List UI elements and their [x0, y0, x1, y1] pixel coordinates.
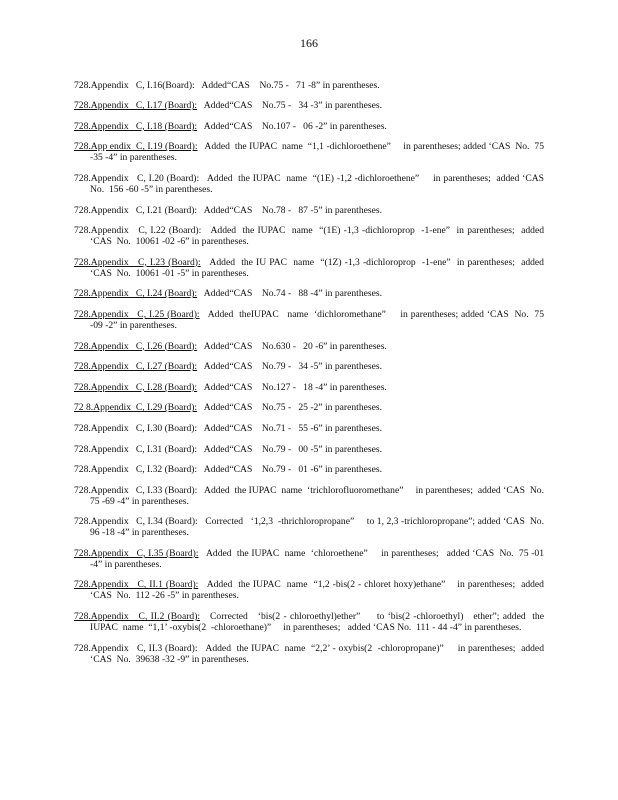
entry-reference: 728.Appendix C, I.16(Board):: [74, 79, 195, 91]
entry-description: Added theIUPAC name ‘dichloromethane” in parentheses; added ‘CAS No. 75 -09 -2” in parentheses.: [90, 308, 547, 331]
entry-reference: 728.App endix C, I.19 (Board):: [74, 141, 198, 153]
entry-reference: 728.Appendix C, I.32 (Board):: [74, 464, 198, 476]
entry-reference: 728.Appendix C, I.17 (Board):: [74, 100, 198, 112]
entry-reference: 728.Appendix C, I.35 (Board):: [74, 547, 199, 559]
change-entry: [74, 80, 544, 91]
change-entry: [74, 423, 544, 434]
entry-description: Added the IUPAC name “1,1 -dichloroethene” in parentheses; added ‘CAS No. 75 -35 -4” in parentheses.: [90, 141, 547, 164]
change-entry: [74, 579, 547, 602]
entry-reference: 728.Appendix C, I.24 (Board):: [74, 288, 198, 300]
change-entry: [74, 341, 544, 352]
entry-reference: 72 8.Appendix C, I.29 (Board):: [74, 402, 198, 414]
entry-reference: 728.Appendix C, I.33 (Board):: [74, 484, 198, 496]
change-entry: [74, 402, 544, 413]
entry-description: Added“CAS No.75 - 34 -3” in parentheses.: [197, 100, 383, 112]
entry-reference: 728.Appendix C, I.25 (Board):: [74, 308, 200, 320]
change-entry: [74, 444, 544, 455]
entry-description: Added“CAS No.79 - 34 -5” in parentheses.: [197, 361, 383, 373]
change-entry: [74, 141, 547, 164]
change-entry: [74, 256, 547, 279]
entry-reference: 728.Appendix C, I.18 (Board):: [74, 120, 198, 132]
entry-description: Added the IUPAC name “2,2’ - oxybis(2 -chloropropane)” in parentheses; added ‘CAS No. 39638 -32 -9” in parentheses.: [90, 642, 547, 665]
entry-description: Added the IUPAC name ‘trichlorofluoromethane” in parentheses; added ‘CAS No. 75 -69 -4” in parentheses.: [90, 484, 549, 507]
page-number: 166: [300, 36, 318, 50]
change-entry: [74, 642, 547, 665]
change-entry: [74, 100, 544, 111]
entry-description: Added the IUPAC name ‘chloroethene” in parentheses; added ‘CAS No. 75 -01 -4” in parentheses.: [90, 547, 547, 570]
entry-description: Added“CAS No.127 - 18 -4” in parentheses.: [197, 381, 387, 393]
change-entry: [74, 205, 544, 216]
entry-reference: 728.Appendix C, II.2 (Board):: [74, 611, 201, 623]
change-entry: [74, 288, 544, 299]
change-entry: [74, 225, 547, 248]
change-entry: [74, 464, 544, 475]
entry-description: Added“CAS No.71 - 55 -6” in parentheses.: [197, 422, 383, 434]
changes-list: [74, 70, 549, 674]
entry-description: Corrected ‘1,2,3 -thrichloropropane” to 1, 2,3 -trichloropropane”; added ‘CAS No. 96 -18 -4” in parentheses.: [90, 516, 549, 539]
entry-reference: 728.Appendix C, I.22 (Board):: [74, 225, 202, 237]
entry-description: Added“CAS No.107 - 06 -2” in parentheses.: [197, 120, 387, 132]
change-entry: [74, 172, 549, 195]
change-entry: [74, 547, 547, 570]
entry-reference: 728.Appendix C, I.27 (Board):: [74, 361, 198, 373]
change-entry: [74, 484, 549, 507]
entry-reference: 728.Appendix C, I.30 (Board):: [74, 422, 198, 434]
entry-description: Added the IUPAC name “(1E) -1,3 -dichloroprop -1-ene” in parentheses; added ‘CAS No. 10061 -02 -6” in parentheses.: [90, 225, 547, 248]
entry-reference: 728.Appendix C, I.28 (Board):: [74, 381, 198, 393]
entry-description: Added the IUPAC name “(1E) -1,2 -dichloroethene” in parentheses; added ‘CAS No. 156 -60 -5” in parentheses.: [90, 172, 549, 195]
entry-reference: 728.Appendix C, I.20 (Board):: [74, 172, 200, 184]
change-entry: [74, 611, 547, 634]
change-entry: [74, 308, 547, 331]
entry-description: Added“CAS No.75 - 25 -2” in parentheses.: [197, 402, 383, 414]
entry-description: Added the IU PAC name “(1Z) -1,3 -dichloroprop -1-ene” in parentheses; added ‘CAS No. 10061 -01 -5” in parentheses.: [90, 256, 547, 279]
entry-reference: 728.Appendix C, I.21 (Board):: [74, 204, 198, 216]
change-entry: [74, 121, 544, 132]
entry-description: Added“CAS No.79 - 01 -6” in parentheses.: [197, 464, 383, 476]
entry-description: Added“CAS No.78 - 87 -5” in parentheses.: [197, 204, 383, 216]
entry-description: Corrected ‘bis(2 - chloroethyl)ether” to ‘bis(2 -chloroethyl) ether”; added the IUPAC name “1,1’ -oxybis(2 -chloroethane)” in parentheses; added ‘CAS No. 111 - 44 -4” in parentheses.: [90, 611, 547, 634]
entry-reference: 728.Appendix C, I.31 (Board):: [74, 443, 198, 455]
entry-reference: 728.Appendix C, I.34 (Board):: [74, 516, 198, 528]
entry-description: Added“CAS No.79 - 00 -5” in parentheses.: [197, 443, 383, 455]
change-entry: [74, 516, 549, 539]
entry-reference: 728.Appendix C, I.23 (Board):: [74, 256, 201, 268]
entry-reference: 728.Appendix C, I.26 (Board):: [74, 340, 198, 352]
entry-reference: 728.Appendix C, II.1 (Board):: [74, 579, 199, 591]
entry-description: Added“CAS No.75 - 71 -8” in parentheses.: [194, 79, 380, 91]
entry-description: Added“CAS No.630 - 20 -6” in parentheses.: [197, 340, 387, 352]
entry-description: Added the IUPAC name “1,2 -bis(2 - chloret hoxy)ethane” in parentheses; added ‘CAS No. 112 -26 -5” in parentheses.: [90, 579, 547, 602]
change-entry: [74, 382, 544, 393]
entry-reference: 728.Appendix C, II.3 (Board):: [74, 642, 198, 654]
change-entry: [74, 361, 544, 372]
entry-description: Added“CAS No.74 - 88 -4” in parentheses.: [197, 288, 383, 300]
